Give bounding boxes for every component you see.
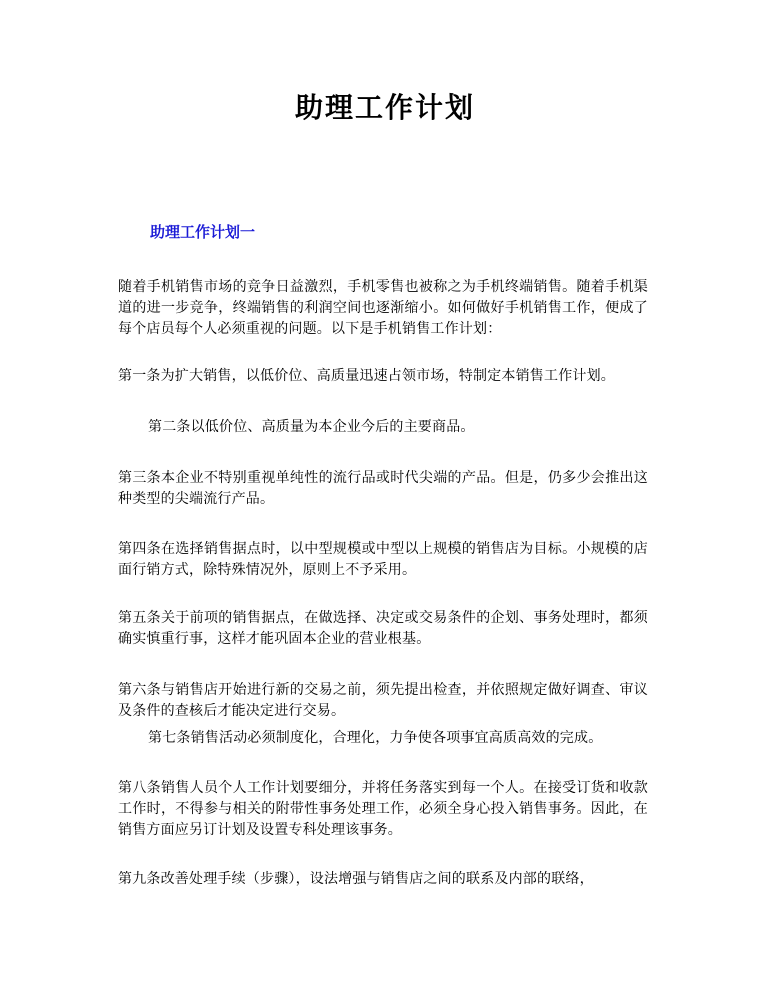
paragraph-intro: 随着手机销售市场的竞争日益激烈，手机零售也被称之为手机终端销售。随着手机渠道的进一步竞争，终端销售的利润空间也逐渐缩小。如何做好手机销售工作，便成了每个店员每个人必须重视的问题。以下是手机销售工作计划： bbox=[118, 279, 648, 337]
paragraph-article-1: 第一条为扩大销售，以低价位、高质量迅速占领市场，特制定本销售工作计划。 bbox=[118, 368, 615, 384]
section-heading: 助理工作计划一 bbox=[150, 223, 256, 241]
paragraph-article-7: 第七条销售活动必须制度化，合理化，力争使各项事宜高质高效的完成。 bbox=[148, 730, 603, 746]
paragraph-article-9: 第九条改善处理手续（步骤），设法增强与销售店之间的联系及内部的联络， bbox=[118, 871, 594, 887]
document-title: 助理工作计划 bbox=[294, 91, 475, 124]
paragraph-article-8: 第八条销售人员个人工作计划要细分，并将任务落实到每一个人。在接受订货和收款工作时，不得参与相关的附带性事务处理工作，必须全身心投入销售事务。因此，在销售方面应另订计划及设置专科处理该事务。 bbox=[118, 780, 648, 838]
paragraph-article-4: 第四条在选择销售据点时，以中型规模或中型以上规模的销售店为目标。小规模的店面行销方式，除特殊情况外，原则上不予采用。 bbox=[118, 541, 648, 578]
paragraph-article-2: 第二条以低价位、高质量为本企业今后的主要商品。 bbox=[148, 419, 475, 435]
paragraph-article-3: 第三条本企业不特别重视单纯性的流行品或时代尖端的产品。但是，仍多少会推出这种类型的尖端流行产品。 bbox=[118, 470, 648, 507]
paragraph-article-6: 第六条与销售店开始进行新的交易之前，须先提出检查，并依照规定做好调查、审议及条件的查核后才能决定进行交易。 bbox=[118, 682, 648, 719]
paragraph-article-5: 第五条关于前项的销售据点，在做选择、决定或交易条件的企划、事务处理时，都须确实慎重行事，这样才能巩固本企业的营业根基。 bbox=[118, 610, 648, 647]
